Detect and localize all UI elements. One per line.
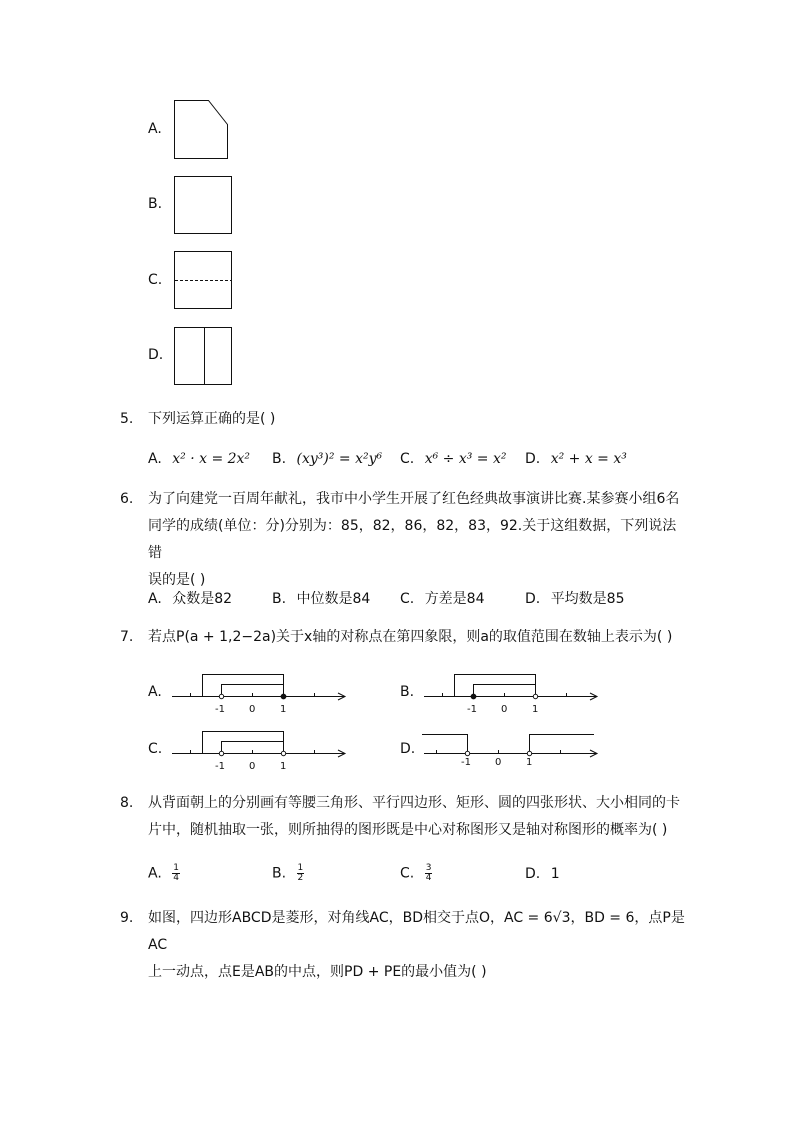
q4-option-a-figure xyxy=(170,96,234,162)
q6-option-d-label: D. xyxy=(525,591,541,607)
q7-a-tick-1: 1 xyxy=(280,704,287,715)
q4-option-a-label[interactable]: A. xyxy=(148,121,162,137)
q8-option-d-label: D. xyxy=(525,866,541,882)
q9-stem-line2: 上一动点，点E是AB的中点，则PD + PE的最小值为( ) xyxy=(148,964,487,980)
q8-a-numerator: 1 xyxy=(173,863,179,873)
q8-number: 8. xyxy=(120,795,134,811)
q7-a-tick-neg1: -1 xyxy=(215,704,225,715)
q8-option-c[interactable] xyxy=(400,864,432,883)
q7-b-tick-0: 0 xyxy=(501,704,508,715)
q5-option-b-label: B. xyxy=(272,451,287,467)
q5-option-c-expr: x⁶ ÷ x³ = x² xyxy=(424,451,507,467)
q7-option-a-label[interactable]: A. xyxy=(148,684,162,700)
q7-c-tick-1: 1 xyxy=(280,761,287,772)
q8-option-a-fraction xyxy=(172,864,180,883)
q7-d-tick-0: 0 xyxy=(495,757,502,768)
q6-option-b[interactable] xyxy=(272,588,370,608)
q8-a-denominator: 4 xyxy=(173,873,179,883)
q7-d-tick-1: 1 xyxy=(526,757,533,768)
q8-stem-line2: 片中，随机抽取一张，则所抽得的图形既是中心对称图形又是轴对称图形的概率为( ) xyxy=(148,822,668,838)
q9-stem xyxy=(148,905,688,986)
q6-stem-line2: 同学的成绩(单位：分)分别为：85，82，86，82，83，92.关于这组数据，下列说法错 xyxy=(148,518,677,561)
q7-c-tick-0: 0 xyxy=(249,761,256,772)
q5-stem: 下列运算正确的是( ) xyxy=(148,411,276,427)
q6-stem-line3: 误的是( ) xyxy=(148,572,206,588)
q5-option-a-expr: x² · x = 2x² xyxy=(172,451,251,467)
q8-stem xyxy=(148,790,688,844)
q7-d-tick-neg1: -1 xyxy=(461,757,471,768)
q7-option-d-label[interactable]: D. xyxy=(400,741,416,757)
q7-option-c-number-line xyxy=(168,722,353,774)
q5-option-d[interactable] xyxy=(525,451,627,467)
q6-option-a-text: 众数是82 xyxy=(172,591,233,607)
q5-option-b-expr: (xy³)² = x²y⁶ xyxy=(296,451,383,467)
q7-number: 7. xyxy=(120,629,134,645)
q4-option-b-label[interactable]: B. xyxy=(148,196,163,212)
q6-option-b-label: B. xyxy=(272,591,287,607)
q4-option-d-label[interactable]: D. xyxy=(148,347,164,363)
q8-stem-line1: 从背面朝上的分别画有等腰三角形、平行四边形、矩形、圆的四张形状、大小相同的卡 xyxy=(148,795,680,811)
q8-b-numerator: 1 xyxy=(297,863,304,873)
q8-c-denominator: 4 xyxy=(425,873,432,883)
q8-option-b-fraction xyxy=(297,864,305,883)
q7-b-tick-1: 1 xyxy=(532,704,539,715)
q8-b-denominator: 2 xyxy=(297,873,304,883)
q8-option-d-text: 1 xyxy=(550,866,560,882)
q7-option-d-number-line xyxy=(420,722,605,774)
q5-option-b[interactable] xyxy=(272,451,382,467)
q8-option-c-label: C. xyxy=(400,865,415,882)
q8-option-c-fraction xyxy=(425,864,433,883)
q6-stem xyxy=(148,486,688,594)
q6-option-c-label: C. xyxy=(400,591,415,607)
q8-option-d[interactable] xyxy=(525,866,560,882)
q5-option-a[interactable] xyxy=(148,451,250,467)
q7-b-tick-neg1: -1 xyxy=(467,704,477,715)
q7-option-b-number-line xyxy=(420,665,605,717)
q4-option-b-figure xyxy=(170,172,234,238)
q5-option-d-label: D. xyxy=(525,451,541,467)
q8-option-b-label: B. xyxy=(272,865,287,882)
q6-option-a[interactable] xyxy=(148,588,232,608)
q6-option-d[interactable] xyxy=(525,588,625,608)
q4-option-c-label[interactable]: C. xyxy=(148,272,163,288)
q6-option-b-text: 中位数是84 xyxy=(296,591,371,607)
q6-option-d-text: 平均数是85 xyxy=(550,591,625,607)
q8-option-b[interactable] xyxy=(272,864,304,883)
q7-option-a-number-line xyxy=(168,665,353,717)
q7-option-c-label[interactable]: C. xyxy=(148,741,163,757)
q5-number: 5. xyxy=(120,411,134,427)
q8-c-numerator: 3 xyxy=(425,863,432,873)
q5-option-d-expr: x² + x = x³ xyxy=(550,451,627,467)
q9-stem-line1: 如图，四边形ABCD是菱形，对角线AC，BD相交于点O，AC = 6√3，BD = 6，点P是AC xyxy=(148,910,685,953)
q6-stem-line1: 为了向建党一百周年献礼，我市中小学生开展了红色经典故事演讲比赛.某参赛小组6名 xyxy=(148,491,680,507)
q8-option-a[interactable] xyxy=(148,864,180,883)
q8-option-a-label: A. xyxy=(148,865,162,882)
q6-option-a-label: A. xyxy=(148,591,162,607)
q5-option-c[interactable] xyxy=(400,451,506,467)
q5-option-a-label: A. xyxy=(148,451,162,467)
q6-number: 6. xyxy=(120,491,134,507)
q6-option-c[interactable] xyxy=(400,588,485,608)
q5-option-c-label: C. xyxy=(400,451,415,467)
q7-c-tick-neg1: -1 xyxy=(215,761,225,772)
q9-number: 9. xyxy=(120,910,134,926)
q4-option-d-figure xyxy=(170,323,234,389)
q7-option-b-label[interactable]: B. xyxy=(400,684,415,700)
q7-a-tick-0: 0 xyxy=(249,704,256,715)
q4-option-c-figure xyxy=(170,247,234,313)
q6-option-c-text: 方差是84 xyxy=(424,591,485,607)
q7-stem: 若点P(a + 1,2−2a)关于x轴的对称点在第四象限，则a的取值范围在数轴上表示为( ) xyxy=(148,629,673,645)
